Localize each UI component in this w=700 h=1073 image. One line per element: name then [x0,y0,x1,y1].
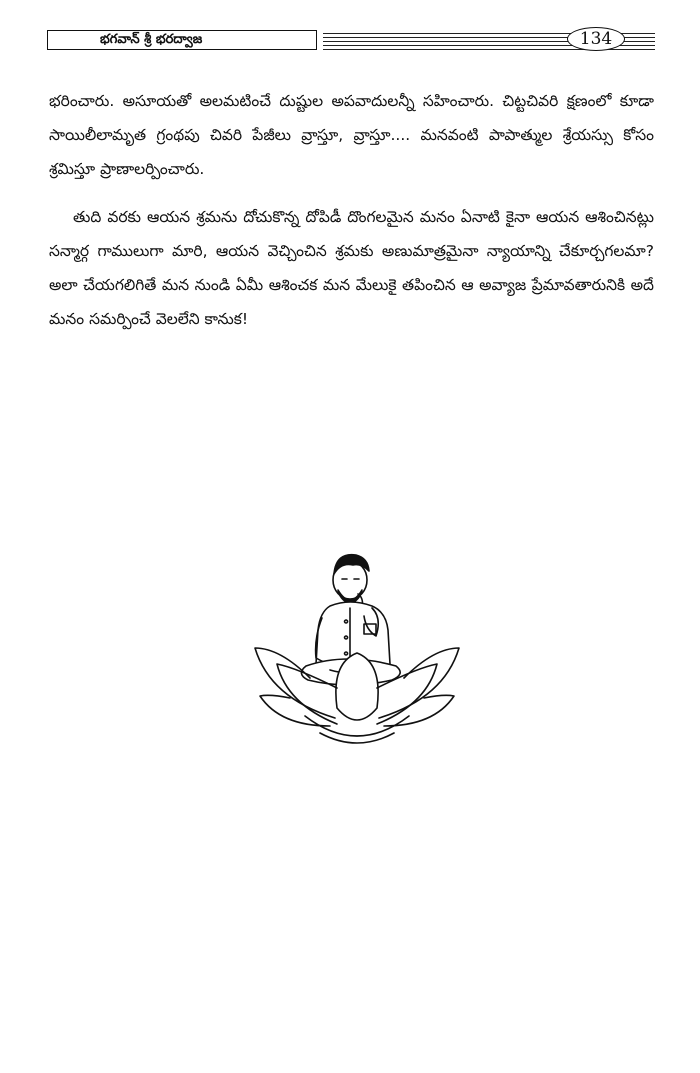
seated-master-on-lotus-icon [250,548,465,758]
page-number: 134 [567,27,625,51]
page-header [47,30,655,54]
paragraph-1: భరించారు. అసూయతో అలమటించే దుష్టుల అపవాదులన్నీ సహించారు. చిట్టచివరి క్షణంలో కూడా సాయిలీలామృత గ్రంథపు చివరి పేజీలు వ్రాస్తూ, వ్రాస్తూ.... మనవంటి పాపాత్ముల శ్రేయస్సు కోసం శ్రమిస్తూ ప్రాణాలర్పించారు. [49,92,654,178]
paragraph-2: తుది వరకు ఆయన శ్రమను దోచుకొన్న దోపిడీ దొంగలమైన మనం ఏనాటి కైనా ఆయన ఆశించినట్లు సన్మార్గ గాములుగా మారి, ఆయన వెచ్చించిన శ్రమకు అణుమాత్రమైనా న్యాయాన్ని చేకూర్చగలమా? అలా చేయగలిగితే మన నుండి ఏమీ ఆశించక మన మేలుకై తపించిన ఆ అవ్యాజ ప్రేమావతారునికి అదే మనం సమర్పించే వెలలేని కానుక! [49,208,654,328]
running-title: భగవాన్ శ్రీ భరద్వాజ [47,30,317,50]
